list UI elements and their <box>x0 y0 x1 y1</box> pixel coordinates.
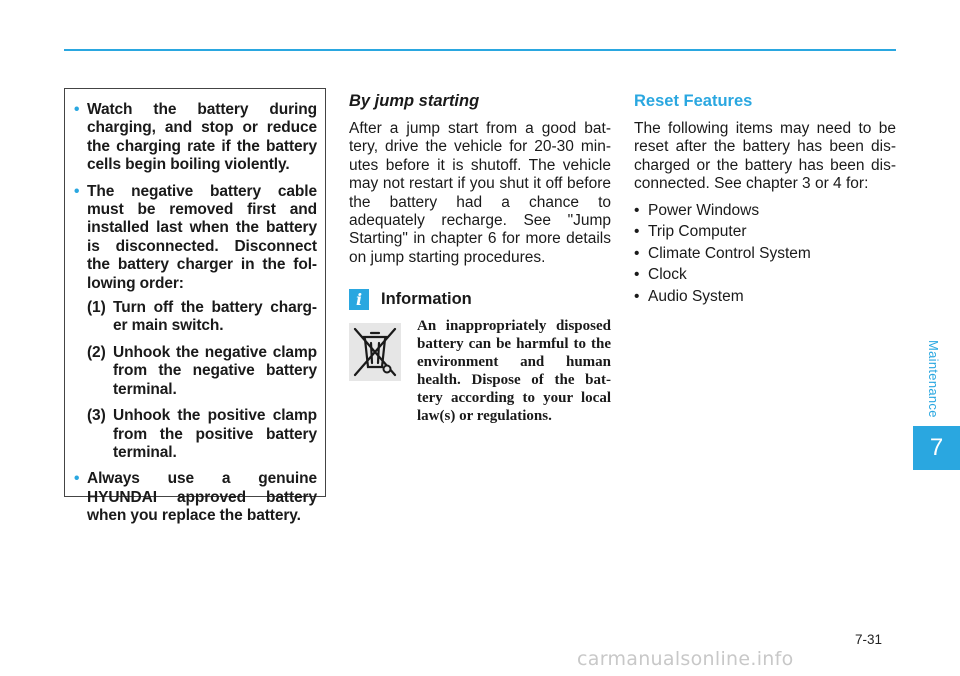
warning-item <box>74 470 317 525</box>
warning-item <box>74 101 317 175</box>
list-item: • Clock <box>634 264 896 286</box>
top-rule <box>64 49 896 51</box>
information-text: An inappropriately disposed battery can be harmful to the environment and human health. Dispose of the bat- tery according to your local law(s) or regulations. <box>417 318 611 425</box>
list-item: • Power Windows <box>634 200 896 222</box>
jump-start-body: After a jump start from a good bat- tery, drive the vehicle for 20-30 min- utes before it is shutoff. The vehicle may not restart if you shut it off before the battery had a chance to adequately recharge. See "Jump Starting" in chapter 6 for more details on jump starting procedures. <box>349 120 611 266</box>
chapter-number: 7 <box>913 426 960 470</box>
jump-start-section <box>349 92 611 425</box>
watermark: carmanualsonline.info <box>577 648 794 670</box>
step-item <box>87 299 317 336</box>
crossed-bin-icon <box>349 323 401 381</box>
reset-features-body: The following items may need to be reset after the battery has been dis- charged or the battery has been dis- connected. See chapter 3 or 4 for: <box>634 120 896 193</box>
page-number: 7-31 <box>855 632 883 647</box>
information-body <box>349 317 611 425</box>
step-text: Unhook the positive clamp from the positive battery terminal. <box>113 407 317 461</box>
step-item <box>87 407 317 462</box>
reset-features-section <box>634 92 896 307</box>
step-number: (3) <box>87 407 106 425</box>
section-label: Maintenance <box>926 340 941 418</box>
step-text: Turn off the battery charg- er main switch. <box>113 299 317 335</box>
step-text: Unhook the negative clamp from the negative battery terminal. <box>113 343 317 398</box>
disconnect-steps <box>87 299 317 462</box>
info-icon: i <box>349 289 369 310</box>
warning-item <box>74 182 317 463</box>
warning-text: Watch the battery during charging, and stop or reduce the charging rate if the battery cells begin boiling violently. <box>87 101 317 174</box>
list-item: • Trip Computer <box>634 221 896 243</box>
step-item <box>87 344 317 399</box>
jump-start-heading: By jump starting <box>349 92 480 110</box>
reset-features-heading: Reset Features <box>634 92 753 110</box>
list-item: • Climate Control System <box>634 243 896 265</box>
warning-box <box>64 88 326 525</box>
list-item: • Audio System <box>634 286 896 308</box>
bullet-icon: • <box>74 101 80 118</box>
bullet-icon: • <box>74 182 80 200</box>
warning-text: The negative battery cable must be removed first and installed last when the battery is disconnected. Disconnect the battery charger in the fol- lowing order: <box>87 182 317 292</box>
warning-text: Always use a genuine HYUNDAI approved battery when you replace the battery. <box>87 470 317 525</box>
information-title: Information <box>381 290 472 309</box>
information-header <box>349 289 611 310</box>
step-number: (2) <box>87 343 106 361</box>
bullet-icon: • <box>74 470 80 488</box>
step-number: (1) <box>87 299 106 317</box>
reset-items <box>634 200 896 308</box>
